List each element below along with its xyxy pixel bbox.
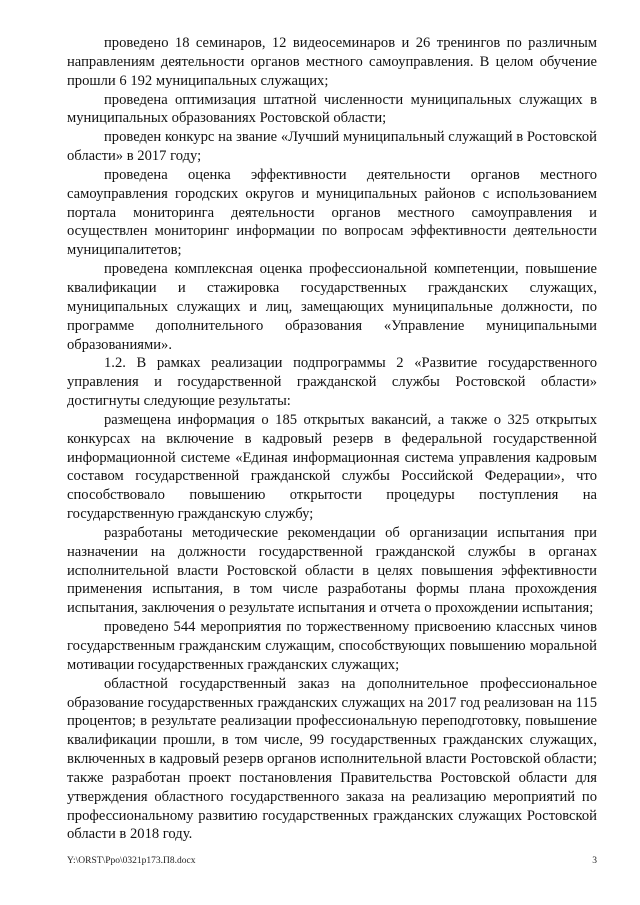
paragraph: проведена оптимизация штатной численности муниципальных служащих в муниципальных образованиях Ростовской области; [67, 91, 597, 127]
section-paragraph: 1.2. В рамках реализации подпрограммы 2 «Развитие государственного управления и государственной гражданской службы Ростовской области» достигнуты следующие результаты: [67, 355, 597, 410]
paragraph: проведено 18 семинаров, 12 видеосеминаров и 26 тренингов по различным направлениям деятельности органов местного самоуправления. В целом обучение прошли 6 192 муниципальных служащих; [67, 35, 597, 89]
page-number: 3 [592, 856, 597, 866]
paragraph: проведена оценка эффективности деятельности органов местного самоуправления городских округов и муниципальных районов с использованием портала мониторинга деятельности органов местного самоуправления и осуществлен мониторинг информации по вопросам эффективности деятельности муниципалитетов; [67, 166, 597, 259]
paragraph: областной государственный заказ на дополнительное профессиональное образование государственных гражданских служащих на 2017 год реализован на 115 процентов; в результате реализации профессиональную переподготовку, повышение квалификации прошли, в том числе, 99 государственных гражданских служащих, включенных в кадровый резерв органов исполнительной власти Ростовской области; также разработан проект постановления Правительства Ростовской области для утверждения областного государственного заказа на реализацию мероприятий по профессиональному развитию государственных гражданских служащих Ростовской области в 2018 году. [67, 675, 597, 843]
paragraph: проведено 544 мероприятия по торжественному присвоению классных чинов государственным гражданским служащим, способствующих повышению моральной мотивации государственных гражданских служащих; [67, 619, 597, 673]
paragraph: размещена информация о 185 открытых вакансий, а также о 325 открытых конкурсах на включение в кадровый резерв в федеральной государственной информационной системе «Единая информационная система управления кадровым составом государственной гражданской службы Российской Федерации», что способствовало повышению открытости процедуры поступления на государственную гражданскую службу; [67, 411, 597, 523]
paragraph: разработаны методические рекомендации об организации испытания при назначении на должности государственной гражданской службы в органах исполнительной власти Ростовской области в целях повышения эффективности применения испытания, в том числе разработаны формы плана прохождения испытания, заключения о результате испытания и отчета о прохождении испытания; [67, 524, 597, 617]
document-body [67, 34, 597, 844]
file-path: Y:\ORST\Ppo\0321p173.П8.docx [67, 856, 196, 866]
paragraph: проведена комплексная оценка профессиональной компетенции, повышение квалификации и стажировка государственных гражданских служащих, муниципальных служащих и лиц, замещающих муниципальные должности, по программе дополнительного образования «Управление муниципальными образованиями». [67, 261, 597, 353]
paragraph: проведен конкурс на звание «Лучший муниципальный служащий в Ростовской области» в 2017 году; [67, 129, 597, 165]
